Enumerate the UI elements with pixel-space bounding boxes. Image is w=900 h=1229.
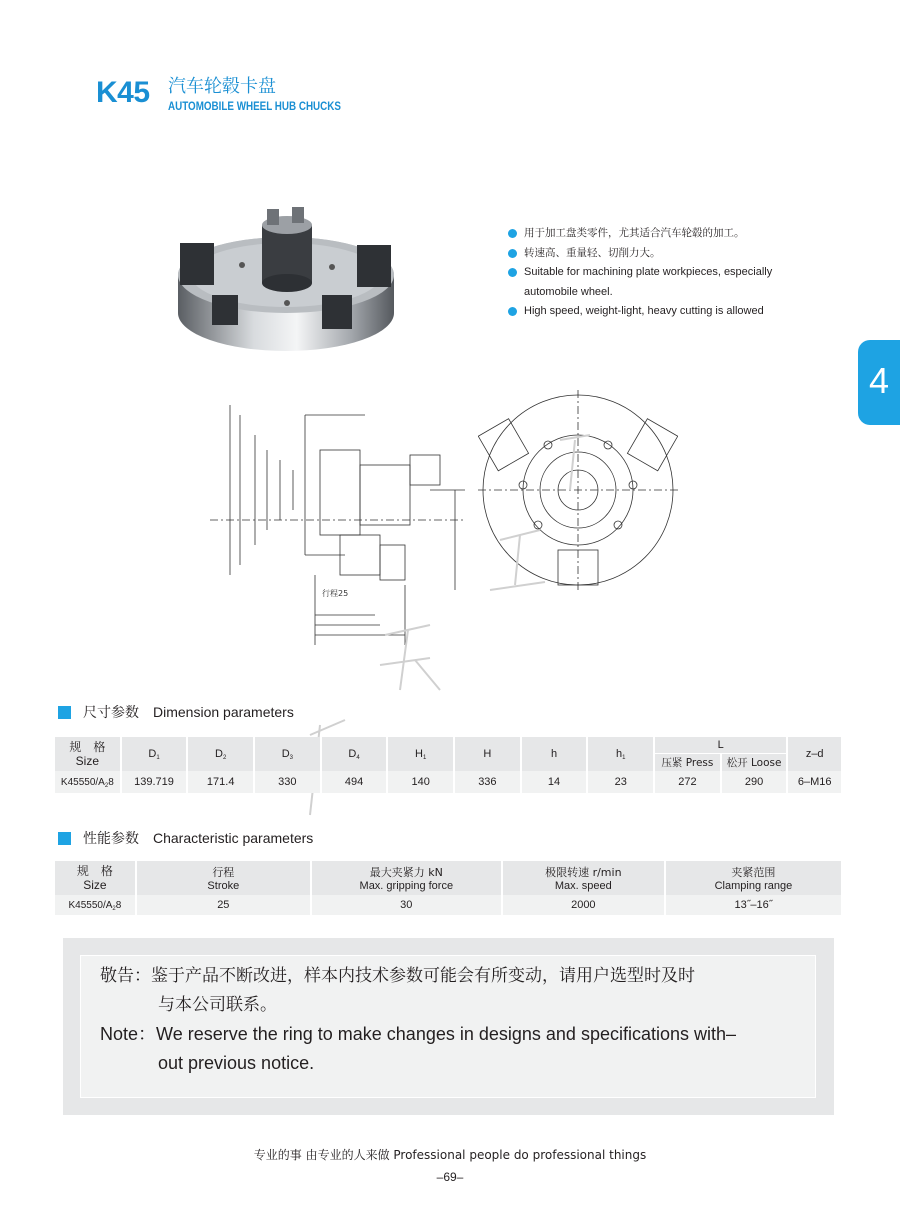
force-cell: 30 xyxy=(312,895,501,915)
range-header: 夹紧范围 Clamping range xyxy=(666,861,841,895)
h-cell: 336 xyxy=(455,771,520,793)
speed-cell: 2000 xyxy=(503,895,664,915)
size-cell: $K45550/A_28$ xyxy=(55,895,135,915)
notice-en-line1: Note：We reserve the ring to make changes in designs and specifications with– xyxy=(100,1024,737,1044)
table-header-row xyxy=(55,737,841,754)
feature-list xyxy=(508,224,808,322)
loose-cell: 290 xyxy=(722,771,787,793)
h-small-cell: 14 xyxy=(522,771,587,793)
dimension-table xyxy=(53,737,843,793)
bullet-icon xyxy=(508,249,517,258)
size-header: 规 格 Size xyxy=(55,861,135,895)
bullet-icon xyxy=(508,268,517,277)
title-english: AUTOMOBILE WHEEL HUB CHUCKS xyxy=(168,99,341,113)
feature-item: 转速高、重量轻、切削力大。 xyxy=(508,244,808,264)
loose-header: 松开 Loose xyxy=(722,754,787,771)
h-header: H xyxy=(455,737,520,771)
d3-cell: 330 xyxy=(255,771,320,793)
model-code: K45 xyxy=(96,76,150,109)
h1-header: $H_1$ xyxy=(388,737,453,771)
feature-item: High speed, weight-light, heavy cutting is allowed xyxy=(508,302,808,322)
d4-header: $D_4$ xyxy=(322,737,387,771)
notice-text xyxy=(100,962,810,1078)
speed-header: 极限转速 r/min Max. speed xyxy=(503,861,664,895)
characteristic-table xyxy=(53,861,843,915)
h1-small-header: $h_1$ xyxy=(588,737,653,771)
d1-cell: 139.719 xyxy=(122,771,187,793)
h-small-header: h xyxy=(522,737,587,771)
footer-slogan: 专业的事 由专业的人来做 Professional people do professional things xyxy=(253,1148,647,1162)
d2-cell: 171.4 xyxy=(188,771,253,793)
d3-header: $D_3$ xyxy=(255,737,320,771)
product-photo xyxy=(172,195,400,355)
table-row xyxy=(55,895,841,915)
characteristic-heading: 性能参数 Characteristic parameters xyxy=(58,828,313,848)
title-chinese: 汽车轮毂卡盘 xyxy=(168,76,276,97)
feature-item: Suitable for machining plate workpieces, especially automobile wheel. xyxy=(508,263,808,302)
page-number: –69– xyxy=(436,1170,464,1184)
size-cell: $K45550/A_28$ xyxy=(55,771,120,793)
chapter-tab[interactable] xyxy=(858,340,900,425)
table-header-row xyxy=(55,861,841,895)
zd-cell: 6–M16 xyxy=(788,771,841,793)
stroke-label: 行程25 xyxy=(322,589,349,598)
h1-small-cell: 23 xyxy=(588,771,653,793)
d4-cell: 494 xyxy=(322,771,387,793)
stroke-header: 行程 Stroke xyxy=(137,861,310,895)
chapter-number: 4 xyxy=(868,360,890,401)
d2-header: $D_2$ xyxy=(188,737,253,771)
dimension-heading: 尺寸参数 Dimension parameters xyxy=(58,702,294,722)
zd-header: z–d xyxy=(788,737,841,771)
press-header: 压紧 Press xyxy=(655,754,720,771)
range-cell: 13˝–16˝ xyxy=(666,895,841,915)
table-row xyxy=(55,771,841,793)
stroke-cell: 25 xyxy=(137,895,310,915)
size-header: 规 格 Size xyxy=(55,737,120,771)
bullet-icon xyxy=(508,229,517,238)
section-square-icon xyxy=(58,706,71,719)
d1-header: $D_1$ xyxy=(122,737,187,771)
bullet-icon xyxy=(508,307,517,316)
feature-item: 用于加工盘类零件，尤其适合汽车轮毂的加工。 xyxy=(508,224,808,244)
notice-en-line2: out previous notice. xyxy=(158,1053,315,1073)
h1-cell: 140 xyxy=(388,771,453,793)
press-cell: 272 xyxy=(655,771,720,793)
notice-cn-line1: 敬告：鉴于产品不断改进，样本内技术参数可能会有所变动，请用户选型时及时 xyxy=(100,966,695,986)
force-header: 最大夹紧力 kN Max. gripping force xyxy=(312,861,501,895)
section-square-icon xyxy=(58,832,71,845)
l-header: L xyxy=(655,737,786,754)
notice-cn-line2: 与本公司联系。 xyxy=(158,995,277,1015)
